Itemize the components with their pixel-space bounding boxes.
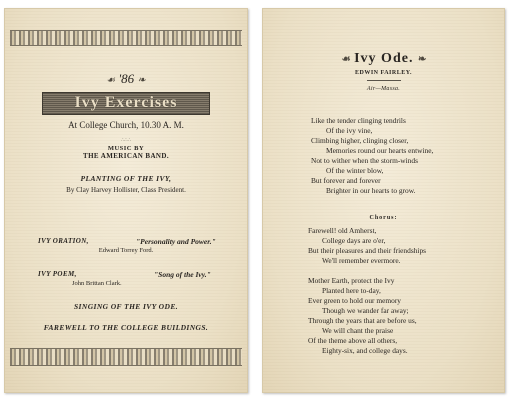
ode-author: EDWIN FAIRLEY. [354,70,412,76]
music-label: MUSIC BY [107,145,145,152]
venue-line: At College Church, 10.30 A. M. [68,120,184,130]
poem-line: Eighty-six, and college days. [322,346,408,355]
ode-heading [262,51,505,67]
poem-line: We'll remember evermore. [322,256,401,265]
year-heading [4,71,248,87]
leaf-ornament-icon: ❧ [137,75,146,86]
poem-line: Planted here to-day, [322,286,381,295]
program-item-poem: IVY POEM, [38,270,77,278]
leaf-ornament-icon: ☙ [106,75,116,86]
poem-line: College days are o'er, [322,236,386,245]
program-item-oration: IVY ORATION, [38,237,89,245]
program-item-singing: SINGING OF THE IVY ODE. [73,302,178,311]
poem-speaker: John Brittan Clark. [72,280,122,287]
ornament-divider: ∴∴∴ [121,138,131,143]
oration-title: "Personality and Power." [136,237,216,246]
poem-line: Brighter in our hearts to grow. [326,186,416,195]
program-item-planting: PLANTING OF THE IVY, [80,174,172,183]
oration-speaker: Edward Torrey Ford. [98,247,154,254]
leaf-ornament-icon: ❧ [417,54,426,65]
poem-line: Farewell! old Amherst, [308,226,377,235]
author-rule [367,80,401,81]
ode-card [262,8,505,393]
year-label: '86 [118,71,135,86]
poem-line: Mother Earth, protect the Ivy [308,276,395,285]
poem-line: Of the theme above all others, [308,336,398,345]
ode-air: Air—Massa. [366,86,401,92]
poem-title: "Song of the Ivy." [154,270,211,279]
decorative-border-bottom [10,348,242,366]
poem-line: But forever and forever [311,176,381,185]
program-item-farewell: FAREWELL TO THE COLLEGE BUILDINGS. [43,323,209,332]
chorus-label: Chorus: [369,215,398,221]
decorative-border-top [10,30,242,46]
poem-line: Of the ivy vine, [326,126,373,135]
band-name: THE AMERICAN BAND. [83,152,169,160]
poem-line: We will chant the praise [322,326,394,335]
poem-line: Not to wither when the storm-winds [311,156,418,165]
poem-line: But their pleasures and their friendships [308,246,427,255]
poem-line: Ever green to hold our memory [308,296,401,305]
poem-line: Through the years that are before us, [308,316,417,325]
leaf-ornament-icon: ☙ [341,54,350,65]
program-card [4,8,248,393]
planting-speaker: By Clay Harvey Hollister, Class President. [66,186,186,194]
poem-line: Memories round our hearts entwine, [326,146,434,155]
program-title: Ivy Exercises [42,92,210,115]
ode-title: Ivy Ode. [354,51,414,66]
poem-line: Climbing higher, clinging closer, [311,136,409,145]
poem-line: Though we wander far away; [322,306,409,315]
poem-line: Like the tender clinging tendrils [311,116,406,125]
poem-line: Of the winter blow, [326,166,384,175]
